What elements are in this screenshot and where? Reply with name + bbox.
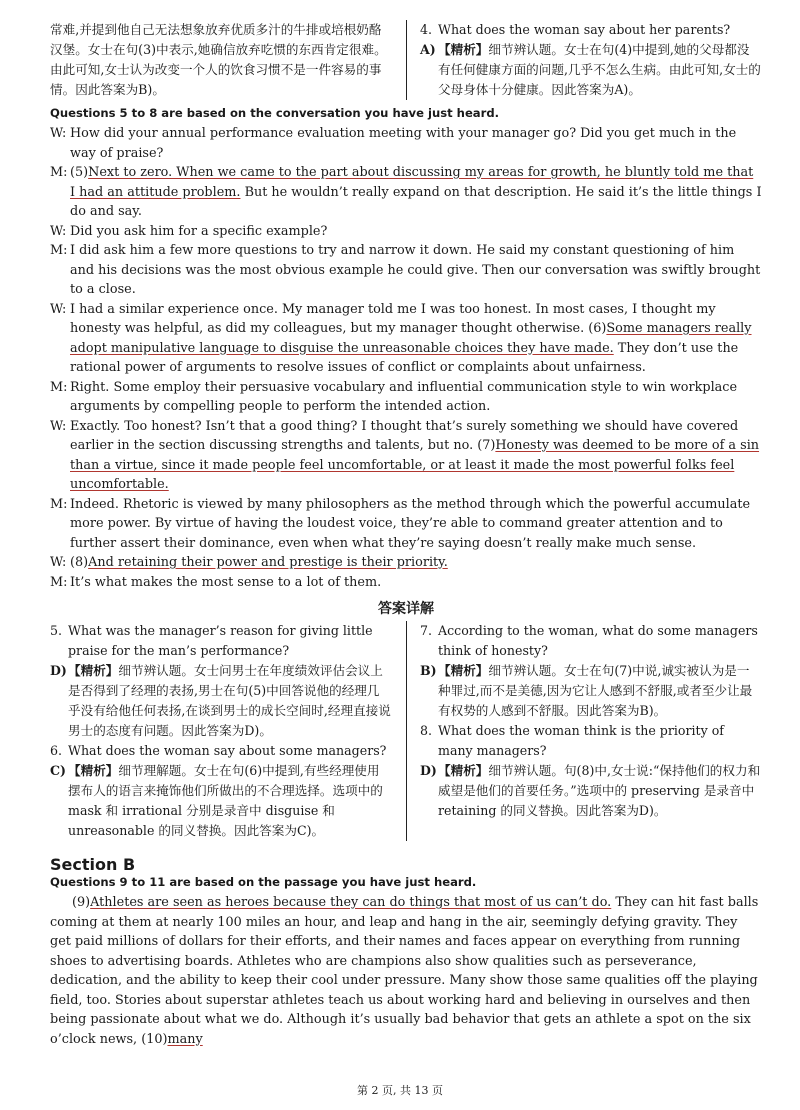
- turn-text: [70, 417, 762, 495]
- answer-letter: B): [420, 663, 437, 678]
- answer-item: [420, 661, 762, 721]
- answer-explanation: [438, 40, 762, 100]
- dialogue-turn: [50, 124, 762, 163]
- question-text: What does the woman say about her parents?: [438, 22, 731, 37]
- dialogue-turn: [50, 378, 762, 417]
- analysis-text: 细节理解题。女士在句(6)中提到,有些经理使用摆布人的语言来掩饰他们所做出的不合理选择。选项中的 mask 和 irrational 分别是录音中 disguise 和 unreasonable 的同义替换。因此答案为C)。: [68, 763, 383, 838]
- dialogue-turn: [50, 495, 762, 554]
- question-text: What does the woman think is the priority of many managers?: [438, 723, 724, 758]
- question-number: 6.: [50, 743, 63, 758]
- analysis-tag: 【精析】: [438, 663, 489, 678]
- text-segment: (5): [70, 165, 89, 180]
- answer-explanation: [68, 761, 392, 841]
- answer-item: [420, 761, 762, 821]
- text-segment: I had a similar experience once. My manager told me I was too honest. In most cases, I thought my honesty was helpful, as did my colleagues, but my manager thought otherwise. (6): [70, 301, 716, 336]
- answer-letter: D): [420, 763, 437, 778]
- turn-text: [70, 553, 448, 573]
- question-4: [420, 20, 762, 40]
- text-segment: But he wouldn’t really expand on that description. He said it’s the little things I do and say.: [70, 184, 762, 219]
- turn-text: [70, 495, 762, 554]
- right-column: [407, 20, 762, 100]
- text-segment: It’s what makes the most sense to a lot of them.: [70, 574, 382, 590]
- turn-text: [70, 300, 762, 378]
- top-two-column-block: [50, 20, 762, 100]
- underlined-key-sentence: Some managers really adopt manipulative language to disguise the unreasonable choices they have made.: [70, 321, 752, 356]
- dialogue-turn: [50, 300, 762, 378]
- answer-explanation: [438, 661, 762, 721]
- answers-right-column: [407, 621, 762, 841]
- underlined-key-sentence: And retaining their power and prestige is their priority.: [88, 555, 448, 570]
- underlined-key-sentence: many: [167, 1031, 203, 1047]
- speaker-label: W:: [50, 223, 67, 239]
- speaker-label: W:: [50, 126, 67, 141]
- question-number: 5.: [50, 623, 63, 638]
- turn-text: [70, 163, 762, 222]
- dialogue-turn: [50, 222, 762, 242]
- turn-text: [70, 378, 762, 417]
- text-segment: They can hit fast balls coming at them at nearly 100 miles an hour, and leap and hang in the air, seemingly defying gravity. They get paid millions of dollars for their efforts, and their names and faces appear on everything from running shoes to advertising boards. Athletes who are champions also show qualities such as perseverance, dedication, and the ability to keep their cool under pressure. Many show those same qualities off the playing field, too. Stories about superstar athletes teach us about working hard and believing in ourselves and then being passionate about what we do. Although it’s usually bad behavior that gets an athlete a spot on the six o’clock news, (10): [50, 895, 759, 1047]
- conversation-heading: Questions 5 to 8 are based on the conversation you have just heard.: [50, 106, 500, 120]
- answer-letter: D): [50, 663, 67, 678]
- question-item: [50, 741, 392, 761]
- answer-3-continued: 常难,并提到他自己无法想象放弃优质多汁的牛排或培根奶酪汉堡。女士在句(3)中表示,她确信放弃吃惯的东西肯定很难。由此可知,女士认为改变一个人的饮食习惯不是一件容易的事情。因此答案为B)。: [50, 22, 387, 97]
- text-segment: (9): [72, 895, 91, 910]
- underlined-key-sentence: Next to zero. When we came to the part about discussing my areas for growth, he bluntly told me that I had an attitude problem.: [70, 165, 754, 200]
- speaker-label: M:: [50, 165, 68, 180]
- answer-explanation: [68, 661, 392, 741]
- section-b-title: Section B: [50, 855, 136, 874]
- question-number: 7.: [420, 623, 433, 638]
- answers-left-column: [50, 621, 407, 841]
- text-segment: They don’t use the rational power of arguments to resolve issues of conflict or complaints about unfairness.: [70, 340, 739, 375]
- text-segment: Right. Some employ their persuasive vocabulary and influential communication style to win workplace arguments by compelling people to perform the intended action.: [70, 379, 738, 414]
- question-number: 4.: [420, 22, 433, 37]
- speaker-label: M:: [50, 379, 68, 395]
- speaker-label: W:: [50, 301, 67, 317]
- text-segment: (8): [70, 555, 89, 570]
- dialogue-turn: [50, 163, 762, 222]
- text-segment: I did ask him a few more questions to try and narrow it down. He said my constant questioning of him and his decisions was the most obvious example he could give. Then our conversation was swiftly brought to a close.: [70, 243, 761, 297]
- text-segment: How did your annual performance evaluation meeting with your manager go? Did you get much in the way of praise?: [70, 126, 737, 161]
- speaker-label: W:: [50, 555, 67, 570]
- answer-item: [50, 661, 392, 741]
- text-segment: Did you ask him for a specific example?: [70, 223, 328, 239]
- underlined-key-sentence: Athletes are seen as heroes because they can do things that most of us can’t do.: [90, 895, 612, 910]
- question-text: What does the woman say about some managers?: [68, 743, 387, 758]
- left-column: [50, 20, 407, 100]
- analysis-text: 细节辨认题。女士在句(4)中提到,她的父母都没有任何健康方面的问题,几乎不怎么生病。由此可知,女士的父母身体十分健康。因此答案为A)。: [438, 42, 761, 97]
- question-item: [420, 721, 762, 761]
- answer-letter: C): [50, 763, 66, 778]
- analysis-text: 细节辨认题。句(8)中,女士说:“保持他们的权力和威望是他们的首要任务。”选项中的 preserving 是录音中 retaining 的同义替换。因此答案为D)。: [438, 763, 761, 818]
- turn-text: [70, 573, 381, 593]
- speaker-label: W:: [50, 418, 67, 434]
- question-text: What was the manager’s reason for giving little praise for the man’s performance?: [68, 623, 373, 658]
- answer-item: [50, 761, 392, 841]
- turn-text: [70, 124, 762, 163]
- speaker-label: M:: [50, 243, 68, 258]
- dialogue-turn: [50, 417, 762, 495]
- dialogue-turn: [50, 241, 762, 300]
- document-page: [50, 20, 762, 1049]
- speaker-label: M:: [50, 574, 68, 590]
- answer-explanation: [438, 761, 762, 821]
- text-segment: Exactly. Too honest? Isn’t that a good thing? I thought that’s surely something we should have covered earlier in the section discussing strengths and talents, but no. (7): [70, 418, 739, 453]
- turn-text: [70, 241, 762, 300]
- page-footer: 第 2 页, 共 13 页: [357, 1084, 443, 1097]
- analysis-tag: 【精析】: [68, 663, 119, 678]
- analysis-text: 细节辨认题。女士问男士在年度绩效评估会议上是否得到了经理的表扬,男士在句(5)中回答说他的经理几乎没有给他任何表扬,在谈到男士的成长空间时,经理直接说男士的态度有问题。因此答案为D)。: [68, 663, 391, 738]
- text-segment: Indeed. Rhetoric is viewed by many philosophers as the method through which the powerful accumulate more power. By virtue of having the loudest voice, they’re able to command greater attention and to further assert their dominance, even when what they’re saying doesn’t really make much sense.: [70, 496, 751, 551]
- dialogue-turn: [50, 573, 762, 593]
- turn-text: [70, 222, 327, 242]
- analysis-text: 细节辨认题。女士在句(7)中说,诚实被认为是一种罪过,而不是美德,因为它让人感到不舒服,或者至少让最有权势的人感到不舒服。因此答案为B)。: [438, 663, 753, 718]
- question-text: According to the woman, what do some managers think of honesty?: [438, 623, 758, 658]
- answer-4: [420, 40, 762, 100]
- analysis-tag: 【精析】: [438, 763, 489, 778]
- analysis-tag: 【精析】: [68, 763, 119, 778]
- dialogue-turn: [50, 553, 762, 573]
- answers-two-column-block: [50, 621, 762, 841]
- answers-heading: 答案详解: [378, 601, 434, 617]
- section-b-passage: [50, 893, 762, 1049]
- underlined-key-sentence: Honesty was deemed to be more of a sin than a virtue, since it made people feel uncomfortable, or at least it made the most powerful folks feel uncomfortable.: [70, 438, 760, 492]
- answer-letter: A): [420, 42, 436, 57]
- question-number: 8.: [420, 723, 433, 738]
- speaker-label: M:: [50, 496, 68, 512]
- question-item: [420, 621, 762, 661]
- dialogue-transcript: [50, 124, 762, 592]
- section-b-heading: Questions 9 to 11 are based on the passage you have just heard.: [50, 875, 477, 889]
- question-item: [50, 621, 392, 661]
- analysis-tag: 【精析】: [438, 42, 489, 57]
